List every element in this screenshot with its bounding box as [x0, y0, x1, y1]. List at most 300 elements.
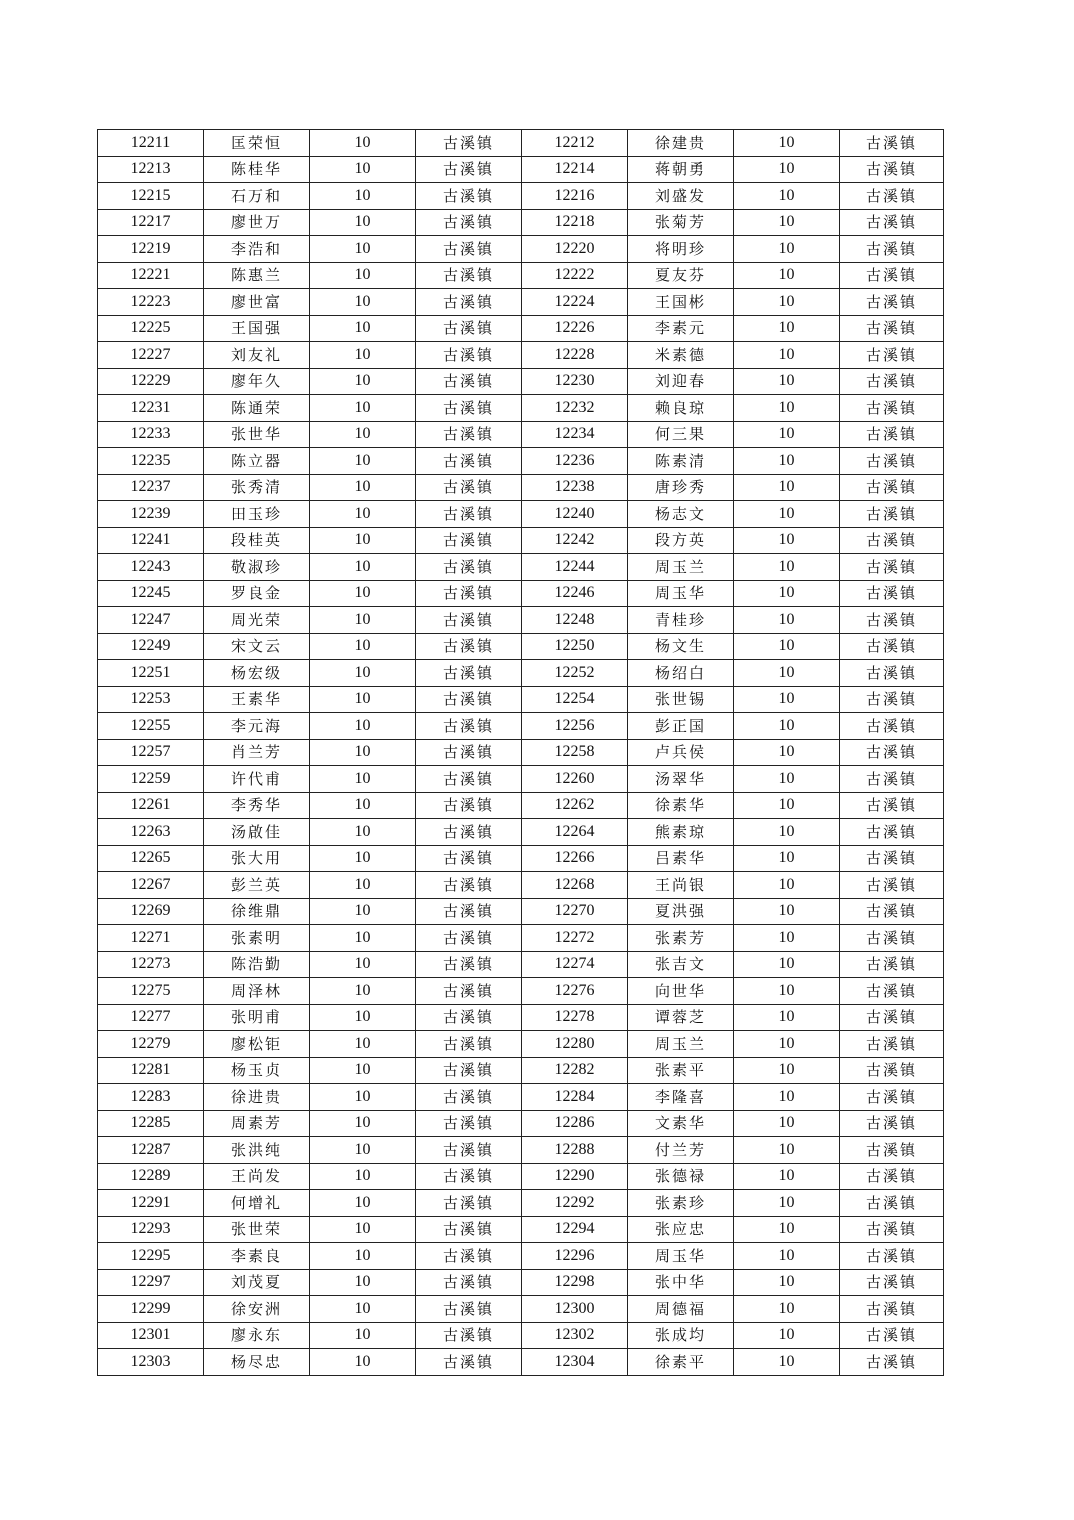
right-amount-cell: 10: [734, 925, 840, 952]
left-id-cell: 12265: [98, 845, 204, 872]
left-amount-cell: 10: [310, 1296, 416, 1323]
left-id-cell: 12251: [98, 660, 204, 687]
left-town-cell: 古溪镇: [416, 660, 522, 687]
right-id-cell: 12212: [522, 130, 628, 157]
right-amount-cell: 10: [734, 209, 840, 236]
right-town-cell: 古溪镇: [840, 342, 944, 369]
left-amount-cell: 10: [310, 951, 416, 978]
left-name-cell: 段桂英: [204, 527, 310, 554]
left-id-cell: 12225: [98, 315, 204, 342]
right-town-cell: 古溪镇: [840, 792, 944, 819]
roster-table: [97, 129, 944, 1376]
table-row: [98, 739, 944, 766]
left-id-cell: 12297: [98, 1269, 204, 1296]
left-town-cell: 古溪镇: [416, 156, 522, 183]
left-amount-cell: 10: [310, 209, 416, 236]
table-row: [98, 713, 944, 740]
right-town-cell: 古溪镇: [840, 236, 944, 263]
right-amount-cell: 10: [734, 1296, 840, 1323]
left-amount-cell: 10: [310, 1004, 416, 1031]
left-id-cell: 12281: [98, 1057, 204, 1084]
right-name-cell: 卢兵侯: [628, 739, 734, 766]
right-id-cell: 12226: [522, 315, 628, 342]
right-amount-cell: 10: [734, 1004, 840, 1031]
left-name-cell: 李素良: [204, 1243, 310, 1270]
table-row: [98, 978, 944, 1005]
left-town-cell: 古溪镇: [416, 1322, 522, 1349]
table-row: [98, 1349, 944, 1376]
right-town-cell: 古溪镇: [840, 686, 944, 713]
left-id-cell: 12243: [98, 554, 204, 581]
left-town-cell: 古溪镇: [416, 342, 522, 369]
right-name-cell: 张应忠: [628, 1216, 734, 1243]
right-amount-cell: 10: [734, 633, 840, 660]
left-id-cell: 12277: [98, 1004, 204, 1031]
right-name-cell: 夏友芬: [628, 262, 734, 289]
right-id-cell: 12270: [522, 898, 628, 925]
left-id-cell: 12239: [98, 501, 204, 528]
left-name-cell: 王尚发: [204, 1163, 310, 1190]
right-town-cell: 古溪镇: [840, 951, 944, 978]
table-row: [98, 1269, 944, 1296]
left-town-cell: 古溪镇: [416, 686, 522, 713]
left-name-cell: 张素明: [204, 925, 310, 952]
left-town-cell: 古溪镇: [416, 1216, 522, 1243]
right-amount-cell: 10: [734, 262, 840, 289]
right-id-cell: 12276: [522, 978, 628, 1005]
right-id-cell: 12262: [522, 792, 628, 819]
right-name-cell: 米素德: [628, 342, 734, 369]
left-town-cell: 古溪镇: [416, 819, 522, 846]
left-id-cell: 12293: [98, 1216, 204, 1243]
left-name-cell: 张洪纯: [204, 1137, 310, 1164]
left-id-cell: 12259: [98, 766, 204, 793]
left-name-cell: 石万和: [204, 183, 310, 210]
left-town-cell: 古溪镇: [416, 474, 522, 501]
right-name-cell: 周玉华: [628, 580, 734, 607]
right-amount-cell: 10: [734, 580, 840, 607]
right-id-cell: 12288: [522, 1137, 628, 1164]
right-name-cell: 青桂珍: [628, 607, 734, 634]
left-town-cell: 古溪镇: [416, 580, 522, 607]
right-amount-cell: 10: [734, 501, 840, 528]
right-id-cell: 12252: [522, 660, 628, 687]
left-name-cell: 罗良金: [204, 580, 310, 607]
right-town-cell: 古溪镇: [840, 289, 944, 316]
right-amount-cell: 10: [734, 1243, 840, 1270]
left-name-cell: 陈惠兰: [204, 262, 310, 289]
table-row: [98, 633, 944, 660]
left-name-cell: 刘友礼: [204, 342, 310, 369]
right-id-cell: 12290: [522, 1163, 628, 1190]
right-id-cell: 12286: [522, 1110, 628, 1137]
table-row: [98, 368, 944, 395]
table-row: [98, 1004, 944, 1031]
right-amount-cell: 10: [734, 1110, 840, 1137]
left-name-cell: 刘茂夏: [204, 1269, 310, 1296]
left-amount-cell: 10: [310, 421, 416, 448]
right-id-cell: 12220: [522, 236, 628, 263]
right-town-cell: 古溪镇: [840, 501, 944, 528]
right-name-cell: 杨志文: [628, 501, 734, 528]
right-town-cell: 古溪镇: [840, 713, 944, 740]
left-id-cell: 12245: [98, 580, 204, 607]
left-town-cell: 古溪镇: [416, 368, 522, 395]
left-id-cell: 12287: [98, 1137, 204, 1164]
right-town-cell: 古溪镇: [840, 1190, 944, 1217]
left-name-cell: 廖世富: [204, 289, 310, 316]
right-town-cell: 古溪镇: [840, 766, 944, 793]
left-amount-cell: 10: [310, 395, 416, 422]
right-town-cell: 古溪镇: [840, 845, 944, 872]
left-town-cell: 古溪镇: [416, 236, 522, 263]
left-id-cell: 12275: [98, 978, 204, 1005]
left-name-cell: 周泽林: [204, 978, 310, 1005]
left-id-cell: 12249: [98, 633, 204, 660]
right-amount-cell: 10: [734, 315, 840, 342]
right-town-cell: 古溪镇: [840, 580, 944, 607]
right-id-cell: 12300: [522, 1296, 628, 1323]
left-name-cell: 张秀清: [204, 474, 310, 501]
right-name-cell: 将明珍: [628, 236, 734, 263]
left-id-cell: 12301: [98, 1322, 204, 1349]
right-town-cell: 古溪镇: [840, 315, 944, 342]
right-amount-cell: 10: [734, 554, 840, 581]
left-town-cell: 古溪镇: [416, 130, 522, 157]
right-name-cell: 汤翠华: [628, 766, 734, 793]
table-row: [98, 1057, 944, 1084]
right-name-cell: 张德禄: [628, 1163, 734, 1190]
right-id-cell: 12274: [522, 951, 628, 978]
right-amount-cell: 10: [734, 474, 840, 501]
right-id-cell: 12230: [522, 368, 628, 395]
table-row: [98, 421, 944, 448]
left-name-cell: 周素芳: [204, 1110, 310, 1137]
left-town-cell: 古溪镇: [416, 315, 522, 342]
right-id-cell: 12258: [522, 739, 628, 766]
table-row: [98, 527, 944, 554]
left-town-cell: 古溪镇: [416, 554, 522, 581]
left-name-cell: 张明甫: [204, 1004, 310, 1031]
left-amount-cell: 10: [310, 845, 416, 872]
left-town-cell: 古溪镇: [416, 448, 522, 475]
table-row: [98, 236, 944, 263]
right-name-cell: 周玉兰: [628, 554, 734, 581]
right-id-cell: 12228: [522, 342, 628, 369]
left-amount-cell: 10: [310, 342, 416, 369]
right-amount-cell: 10: [734, 713, 840, 740]
right-town-cell: 古溪镇: [840, 1004, 944, 1031]
left-amount-cell: 10: [310, 1243, 416, 1270]
table-row: [98, 262, 944, 289]
left-town-cell: 古溪镇: [416, 607, 522, 634]
table-row: [98, 1243, 944, 1270]
right-town-cell: 古溪镇: [840, 209, 944, 236]
table-row: [98, 1296, 944, 1323]
left-id-cell: 12215: [98, 183, 204, 210]
left-id-cell: 12273: [98, 951, 204, 978]
right-town-cell: 古溪镇: [840, 156, 944, 183]
left-id-cell: 12263: [98, 819, 204, 846]
left-name-cell: 廖松钜: [204, 1031, 310, 1058]
table-row: [98, 1031, 944, 1058]
left-amount-cell: 10: [310, 713, 416, 740]
table-row: [98, 607, 944, 634]
right-town-cell: 古溪镇: [840, 183, 944, 210]
table-row: [98, 315, 944, 342]
left-town-cell: 古溪镇: [416, 183, 522, 210]
left-name-cell: 廖世万: [204, 209, 310, 236]
left-amount-cell: 10: [310, 766, 416, 793]
left-amount-cell: 10: [310, 262, 416, 289]
left-id-cell: 12241: [98, 527, 204, 554]
left-amount-cell: 10: [310, 474, 416, 501]
left-town-cell: 古溪镇: [416, 262, 522, 289]
right-id-cell: 12278: [522, 1004, 628, 1031]
right-name-cell: 陈素清: [628, 448, 734, 475]
right-town-cell: 古溪镇: [840, 872, 944, 899]
right-town-cell: 古溪镇: [840, 1031, 944, 1058]
left-town-cell: 古溪镇: [416, 713, 522, 740]
left-town-cell: 古溪镇: [416, 1031, 522, 1058]
left-town-cell: 古溪镇: [416, 1057, 522, 1084]
left-town-cell: 古溪镇: [416, 1349, 522, 1376]
right-amount-cell: 10: [734, 1137, 840, 1164]
right-amount-cell: 10: [734, 448, 840, 475]
right-amount-cell: 10: [734, 1084, 840, 1111]
right-id-cell: 12296: [522, 1243, 628, 1270]
table-row: [98, 792, 944, 819]
right-id-cell: 12214: [522, 156, 628, 183]
table-row: [98, 1084, 944, 1111]
left-amount-cell: 10: [310, 925, 416, 952]
table-row: [98, 156, 944, 183]
right-name-cell: 徐素华: [628, 792, 734, 819]
left-name-cell: 肖兰芳: [204, 739, 310, 766]
left-amount-cell: 10: [310, 156, 416, 183]
left-amount-cell: 10: [310, 315, 416, 342]
right-id-cell: 12240: [522, 501, 628, 528]
left-amount-cell: 10: [310, 978, 416, 1005]
left-name-cell: 张世华: [204, 421, 310, 448]
left-amount-cell: 10: [310, 1110, 416, 1137]
table-row: [98, 395, 944, 422]
right-id-cell: 12218: [522, 209, 628, 236]
left-id-cell: 12267: [98, 872, 204, 899]
right-id-cell: 12254: [522, 686, 628, 713]
right-amount-cell: 10: [734, 686, 840, 713]
left-id-cell: 12237: [98, 474, 204, 501]
left-id-cell: 12285: [98, 1110, 204, 1137]
left-id-cell: 12219: [98, 236, 204, 263]
left-town-cell: 古溪镇: [416, 1137, 522, 1164]
right-id-cell: 12216: [522, 183, 628, 210]
right-name-cell: 张吉文: [628, 951, 734, 978]
left-amount-cell: 10: [310, 1031, 416, 1058]
right-amount-cell: 10: [734, 1057, 840, 1084]
left-name-cell: 李浩和: [204, 236, 310, 263]
right-id-cell: 12302: [522, 1322, 628, 1349]
left-amount-cell: 10: [310, 660, 416, 687]
left-name-cell: 张世荣: [204, 1216, 310, 1243]
right-id-cell: 12304: [522, 1349, 628, 1376]
left-id-cell: 12229: [98, 368, 204, 395]
table-row: [98, 872, 944, 899]
left-amount-cell: 10: [310, 633, 416, 660]
left-town-cell: 古溪镇: [416, 1190, 522, 1217]
left-town-cell: 古溪镇: [416, 1269, 522, 1296]
right-name-cell: 张菊芳: [628, 209, 734, 236]
right-name-cell: 刘盛发: [628, 183, 734, 210]
left-name-cell: 敬淑珍: [204, 554, 310, 581]
left-amount-cell: 10: [310, 1322, 416, 1349]
table-row: [98, 554, 944, 581]
left-town-cell: 古溪镇: [416, 1084, 522, 1111]
left-id-cell: 12255: [98, 713, 204, 740]
right-town-cell: 古溪镇: [840, 395, 944, 422]
right-amount-cell: 10: [734, 236, 840, 263]
right-id-cell: 12260: [522, 766, 628, 793]
left-id-cell: 12231: [98, 395, 204, 422]
right-id-cell: 12234: [522, 421, 628, 448]
left-id-cell: 12213: [98, 156, 204, 183]
left-id-cell: 12211: [98, 130, 204, 157]
left-name-cell: 汤啟佳: [204, 819, 310, 846]
left-amount-cell: 10: [310, 739, 416, 766]
table-row: [98, 951, 944, 978]
left-town-cell: 古溪镇: [416, 633, 522, 660]
right-name-cell: 杨文生: [628, 633, 734, 660]
right-town-cell: 古溪镇: [840, 1296, 944, 1323]
right-amount-cell: 10: [734, 819, 840, 846]
left-amount-cell: 10: [310, 607, 416, 634]
right-amount-cell: 10: [734, 527, 840, 554]
left-name-cell: 陈桂华: [204, 156, 310, 183]
right-id-cell: 12244: [522, 554, 628, 581]
left-town-cell: 古溪镇: [416, 289, 522, 316]
right-town-cell: 古溪镇: [840, 1110, 944, 1137]
left-name-cell: 徐安洲: [204, 1296, 310, 1323]
left-id-cell: 12269: [98, 898, 204, 925]
left-amount-cell: 10: [310, 1163, 416, 1190]
right-name-cell: 张世锡: [628, 686, 734, 713]
left-id-cell: 12289: [98, 1163, 204, 1190]
right-name-cell: 张成均: [628, 1322, 734, 1349]
right-amount-cell: 10: [734, 951, 840, 978]
right-amount-cell: 10: [734, 607, 840, 634]
left-id-cell: 12217: [98, 209, 204, 236]
right-name-cell: 刘迎春: [628, 368, 734, 395]
right-town-cell: 古溪镇: [840, 527, 944, 554]
left-id-cell: 12291: [98, 1190, 204, 1217]
right-name-cell: 赖良琼: [628, 395, 734, 422]
right-amount-cell: 10: [734, 183, 840, 210]
right-id-cell: 12222: [522, 262, 628, 289]
right-town-cell: 古溪镇: [840, 633, 944, 660]
right-amount-cell: 10: [734, 421, 840, 448]
left-name-cell: 李元海: [204, 713, 310, 740]
left-amount-cell: 10: [310, 554, 416, 581]
right-amount-cell: 10: [734, 792, 840, 819]
table-row: [98, 1110, 944, 1137]
right-amount-cell: 10: [734, 1322, 840, 1349]
right-name-cell: 张素平: [628, 1057, 734, 1084]
right-id-cell: 12236: [522, 448, 628, 475]
right-id-cell: 12280: [522, 1031, 628, 1058]
right-town-cell: 古溪镇: [840, 1163, 944, 1190]
left-town-cell: 古溪镇: [416, 421, 522, 448]
right-amount-cell: 10: [734, 660, 840, 687]
left-amount-cell: 10: [310, 1084, 416, 1111]
left-town-cell: 古溪镇: [416, 766, 522, 793]
right-name-cell: 徐建贵: [628, 130, 734, 157]
left-amount-cell: 10: [310, 792, 416, 819]
left-name-cell: 田玉珍: [204, 501, 310, 528]
left-id-cell: 12253: [98, 686, 204, 713]
right-id-cell: 12298: [522, 1269, 628, 1296]
right-id-cell: 12272: [522, 925, 628, 952]
right-name-cell: 彭正国: [628, 713, 734, 740]
right-id-cell: 12256: [522, 713, 628, 740]
left-name-cell: 杨玉贞: [204, 1057, 310, 1084]
right-name-cell: 蒋朝勇: [628, 156, 734, 183]
left-id-cell: 12247: [98, 607, 204, 634]
right-name-cell: 杨绍白: [628, 660, 734, 687]
left-id-cell: 12295: [98, 1243, 204, 1270]
left-id-cell: 12233: [98, 421, 204, 448]
left-town-cell: 古溪镇: [416, 739, 522, 766]
table-row: [98, 898, 944, 925]
right-town-cell: 古溪镇: [840, 1084, 944, 1111]
left-town-cell: 古溪镇: [416, 395, 522, 422]
table-row: [98, 819, 944, 846]
right-amount-cell: 10: [734, 156, 840, 183]
table-row: [98, 474, 944, 501]
right-town-cell: 古溪镇: [840, 474, 944, 501]
table-row: [98, 448, 944, 475]
right-name-cell: 谭蓉芝: [628, 1004, 734, 1031]
left-id-cell: 12261: [98, 792, 204, 819]
right-name-cell: 李素元: [628, 315, 734, 342]
left-amount-cell: 10: [310, 1349, 416, 1376]
table-row: [98, 660, 944, 687]
right-town-cell: 古溪镇: [840, 1269, 944, 1296]
right-amount-cell: 10: [734, 342, 840, 369]
left-amount-cell: 10: [310, 289, 416, 316]
left-id-cell: 12299: [98, 1296, 204, 1323]
right-name-cell: 周玉兰: [628, 1031, 734, 1058]
left-name-cell: 王素华: [204, 686, 310, 713]
right-id-cell: 12250: [522, 633, 628, 660]
right-amount-cell: 10: [734, 368, 840, 395]
left-amount-cell: 10: [310, 236, 416, 263]
left-name-cell: 杨宏级: [204, 660, 310, 687]
right-town-cell: 古溪镇: [840, 1216, 944, 1243]
left-town-cell: 古溪镇: [416, 898, 522, 925]
left-name-cell: 周光荣: [204, 607, 310, 634]
left-amount-cell: 10: [310, 501, 416, 528]
right-amount-cell: 10: [734, 1190, 840, 1217]
left-town-cell: 古溪镇: [416, 1004, 522, 1031]
left-amount-cell: 10: [310, 1190, 416, 1217]
right-name-cell: 唐珍秀: [628, 474, 734, 501]
right-town-cell: 古溪镇: [840, 819, 944, 846]
left-id-cell: 12271: [98, 925, 204, 952]
left-name-cell: 杨尽忠: [204, 1349, 310, 1376]
table-row: [98, 1216, 944, 1243]
right-town-cell: 古溪镇: [840, 1243, 944, 1270]
right-amount-cell: 10: [734, 1216, 840, 1243]
